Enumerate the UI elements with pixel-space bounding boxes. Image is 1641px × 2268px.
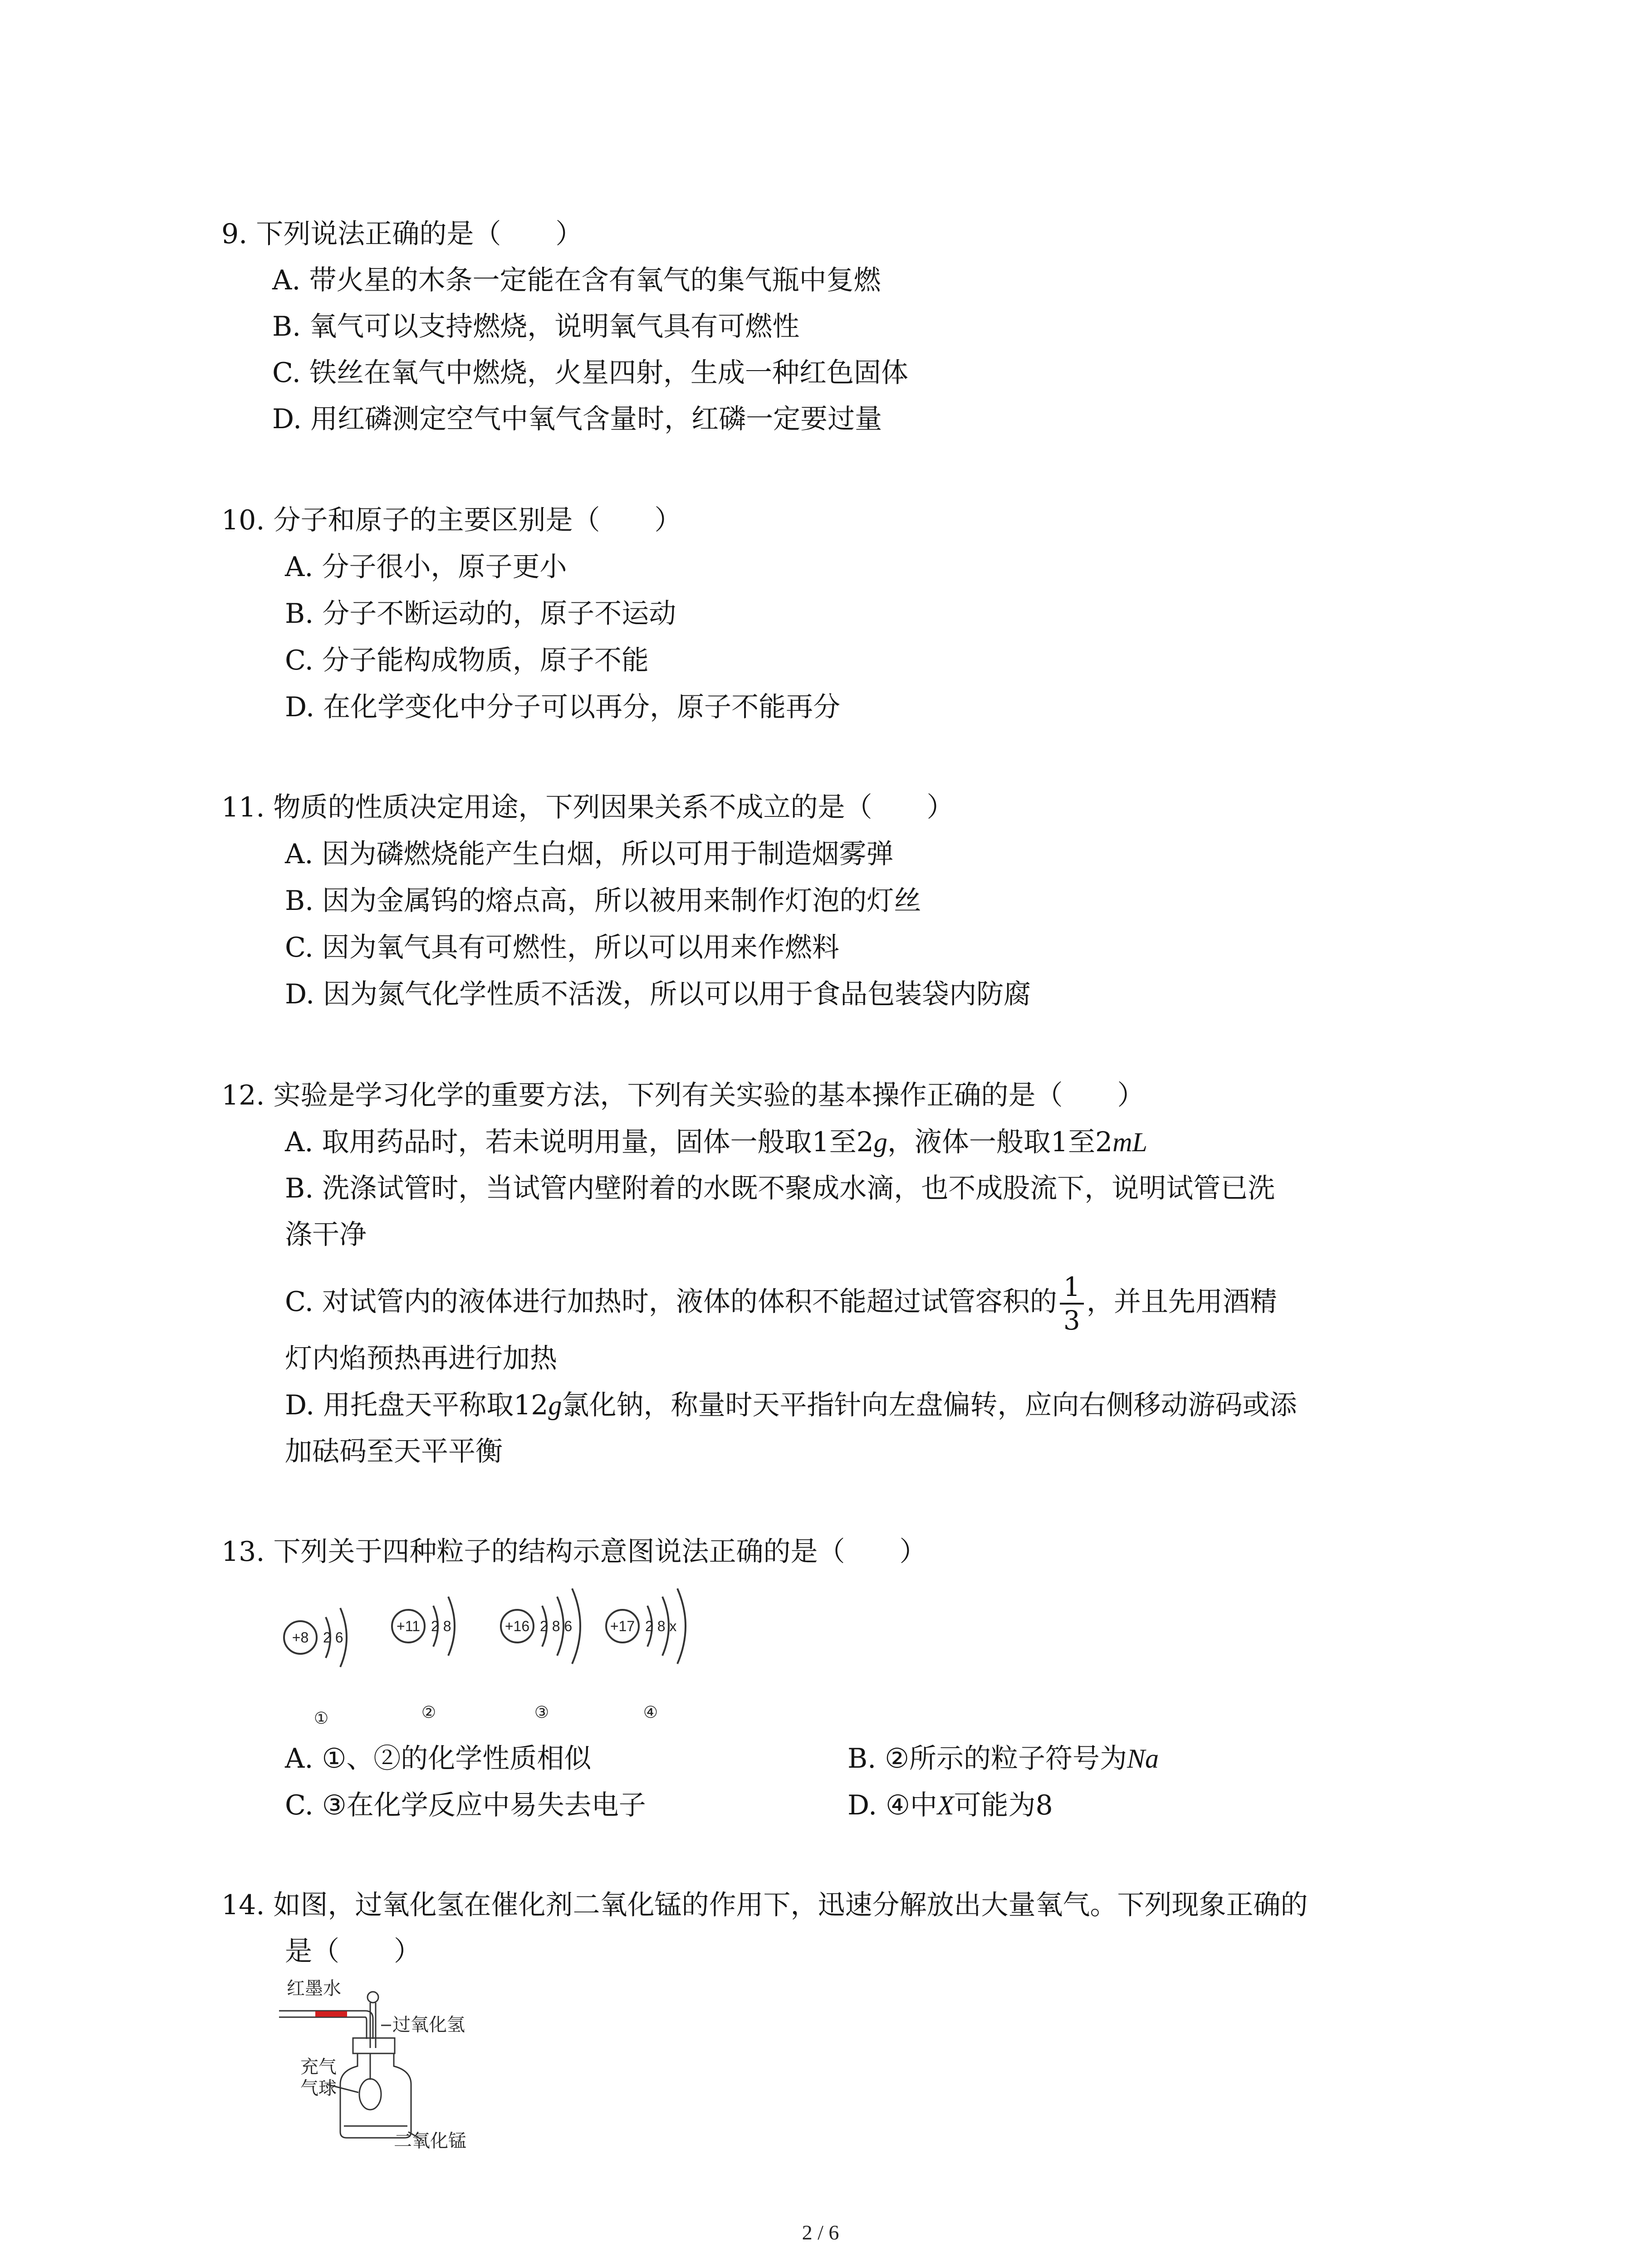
option-c: C. 铁丝在氧气中燃烧，火星四射，生成一种红色固体	[272, 357, 908, 389]
page-number: 2 / 6	[802, 2221, 839, 2244]
label-balloon-2: 气球	[300, 2078, 337, 2098]
option-b: B. 因为金属钨的熔点高，所以被用来制作灯泡的灯丝	[285, 885, 921, 917]
option-d-cont: 加砝码至天平平衡	[285, 1436, 503, 1467]
atomic-structure-diagram	[272, 1583, 726, 1737]
question-stem: 14. 如图，过氧化氢在催化剂二氧化锰的作用下，迅速分解放出大量氧气。下列现象正确的	[221, 1889, 1308, 1921]
option-d: D. 因为氮气化学性质不活泼，所以可以用于食品包装袋内防腐	[285, 978, 1031, 1010]
option-a: A. 分子很小，原子更小	[285, 551, 567, 583]
option-a: A. 取用药品时，若未说明用量，固体一般取1至2g，液体一般取1至2mL	[285, 1126, 1147, 1158]
electron-shells: 2 8 6	[540, 1618, 573, 1634]
label-hydrogen-peroxide: 过氧化氢	[392, 2015, 465, 2035]
particle-label: ③	[534, 1703, 549, 1721]
question-stem-cont: 是（ ）	[285, 1936, 421, 1967]
label-balloon-1: 充气	[300, 2057, 337, 2077]
option-b-cont: 涤干净	[285, 1219, 367, 1251]
option-c: C. 因为氧气具有可燃性，所以可以用来作燃料	[285, 932, 839, 963]
option-b: B. 分子不断运动的，原子不运动	[285, 598, 676, 630]
question-stem: 9. 下列说法正确的是（ ）	[221, 218, 583, 250]
option-b: B. ②所示的粒子符号为Na	[847, 1743, 1159, 1774]
apparatus-diagram	[272, 1975, 508, 2152]
electron-shells: 2 8 x	[645, 1618, 677, 1634]
nucleus-label: +8	[292, 1629, 309, 1646]
nucleus-label: +16	[505, 1618, 530, 1634]
option-a: A. 因为磷燃烧能产生白烟，所以可用于制造烟雾弹	[285, 838, 894, 870]
question-stem: 11. 物质的性质决定用途，下列因果关系不成立的是（ ）	[221, 792, 954, 823]
option-b: B. 洗涤试管时，当试管内壁附着的水既不聚成水滴，也不成股流下，说明试管已洗	[285, 1173, 1275, 1204]
option-a: A. 带火星的木条一定能在含有氧气的集气瓶中复燃	[272, 264, 881, 296]
nucleus-label: +11	[397, 1618, 420, 1634]
nucleus-label: +17	[610, 1618, 635, 1634]
option-c: C. ③在化学反应中易失去电子	[285, 1789, 646, 1821]
option-d: D. 用红磷测定空气中氧气含量时，红磷一定要过量	[272, 403, 882, 435]
label-red-ink: 红墨水	[287, 1979, 341, 1999]
particle-label: ①	[314, 1709, 329, 1727]
option-c-cont: 灯内焰预热再进行加热	[285, 1343, 557, 1374]
fraction: $\frac{1}{3}$	[1060, 1271, 1084, 1336]
option-d: D. ④中X可能为8	[847, 1789, 1053, 1821]
question-stem: 12. 实验是学习化学的重要方法，下列有关实验的基本操作正确的是（ ）	[221, 1080, 1145, 1111]
option-b: B. 氧气可以支持燃烧，说明氧气具有可燃性	[272, 311, 800, 342]
option-a: A. ①、②的化学性质相似	[285, 1743, 592, 1774]
option-d: D. 用托盘天平称取12g氯化钠，称量时天平指针向左盘偏转，应向右侧移动游码或添	[285, 1389, 1297, 1421]
question-stem: 10. 分子和原子的主要区别是（ ）	[221, 504, 682, 536]
option-c: C. 对试管内的液体进行加热时，液体的体积不能超过试管容积的 $\frac{1}{3}$ ，并且先用酒精	[285, 1271, 1277, 1336]
question-stem: 13. 下列关于四种粒子的结构示意图说法正确的是（ ）	[221, 1536, 927, 1568]
electron-shells: 2 6	[323, 1629, 343, 1646]
option-d: D. 在化学变化中分子可以再分，原子不能再分	[285, 691, 841, 723]
particle-label: ④	[643, 1703, 658, 1721]
option-c: C. 分子能构成物质，原子不能	[285, 645, 649, 676]
label-mno2: 二氧化锰	[394, 2131, 466, 2151]
particle-label: ②	[421, 1703, 436, 1721]
electron-shells: 2 8	[431, 1618, 451, 1634]
